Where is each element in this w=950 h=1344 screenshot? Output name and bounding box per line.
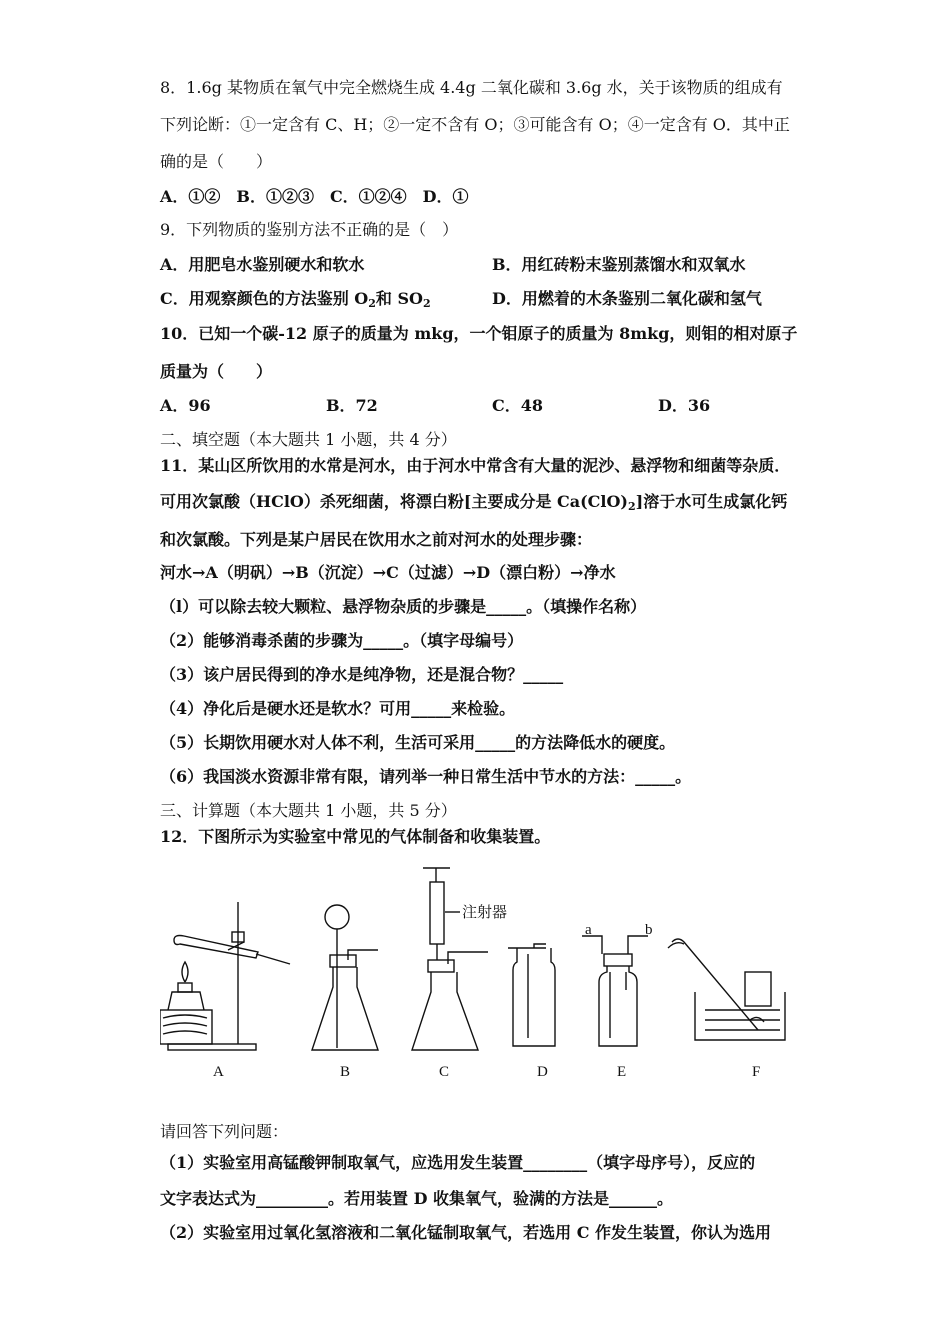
q9-option-c-mid: 和 SO [375,289,423,308]
q11-sub-1: （l）可以除去较大颗粒、悬浮物杂质的步骤是_____。（填操作名称） [160,597,647,616]
q11-sub-4: （4）净化后是硬水还是软水？可用_____来检验。 [160,699,516,718]
q9-option-c-sub1: 2 [368,297,376,310]
syringe-label: 注射器 [462,905,508,921]
q8-line-1: 8．1.6g 某物质在氧气中完全燃烧生成 4.4g 二氧化碳和 3.6g 水，关于该物质的组成有 [160,78,783,97]
q9-option-c [160,289,431,314]
label-d: D [537,1064,548,1080]
q10-line-2: 质量为（ ） [160,362,273,381]
q12-prompt: 请回答下列问题： [160,1122,289,1141]
q11-sub-3: （3）该户居民得到的净水是纯净物，还是混合物？_____ [160,665,564,684]
q8-line-2: 下列论断：①一定含有 C、H；②一定不含有 O；③可能含有 O；④一定含有 O．其中正 [160,115,790,134]
apparatus-c [412,868,488,1050]
q11-line-2 [160,492,787,517]
q11-line-2-post: ]溶于水可生成氯化钙 [635,492,788,511]
apparatus-f [668,939,785,1040]
q11-sub-2: （2）能够消毒杀菌的步骤为_____。（填字母编号） [160,631,524,650]
q11-line-2-sub: 2 [628,500,636,513]
q9-option-b: B．用红砖粉末鉴别蒸馏水和双氧水 [492,255,746,274]
q12-sub-2-line-1: （2）实验室用过氧化氢溶液和二氧化锰制取氧气，若选用 C 作发生装置，你认为选用 [160,1223,772,1242]
section-3-heading: 三、计算题（本大题共 1 小题，共 5 分） [160,801,457,820]
q9-option-a: A．用肥皂水鉴别硬水和软水 [160,255,365,274]
q10-option-b: B．72 [326,396,378,415]
q9-stem: 9．下列物质的鉴别方法不正确的是（ ） [160,220,459,239]
figure-captions [213,1064,760,1080]
port-b-label: b [645,922,653,938]
q12-stem: 12．下图所示为实验室中常见的气体制备和收集装置。 [160,827,551,846]
apparatus-figure [160,860,800,1085]
q10-option-d: D．36 [658,396,711,415]
q11-flow: 河水→A（明矾）→B（沉淀）→C（过滤）→D（漂白粉）→净水 [160,563,616,582]
apparatus-a [160,902,290,1050]
q9-option-c-text: C．用观察颜色的方法鉴别 O [160,289,369,308]
label-c: C [439,1064,450,1080]
label-b: B [340,1064,351,1080]
label-f: F [752,1064,761,1080]
apparatus-b [312,905,378,1050]
label-e: E [617,1064,627,1080]
q9-option-c-sub2: 2 [422,297,431,310]
q12-sub-1-line-1: （1）实验室用高锰酸钾制取氧气，应选用发生装置________（填字母序号），反应的 [160,1153,756,1172]
q11-line-1: 11．某山区所饮用的水常是河水，由于河水中常含有大量的泥沙、悬浮物和细菌等杂质． [160,456,791,475]
apparatus-d [508,944,555,1046]
q11-sub-5: （5）长期饮用硬水对人体不利，生活可采用_____的方法降低水的硬度。 [160,733,676,752]
q11-line-3: 和次氯酸。下列是某户居民在饮用水之前对河水的处理步骤： [160,530,593,549]
q11-sub-6: （6）我国淡水资源非常有限，请列举一种日常生活中节水的方法：_____。 [160,767,692,786]
q11-line-2-pre: 可用次氯酸（HClO）杀死细菌，将漂白粉[主要成分是 Ca(ClO) [160,492,629,511]
q12-sub-1-line-2: 文字表达式为_________。若用装置 D 收集氧气，验满的方法是______。 [160,1189,674,1208]
q8-line-3: 确的是（ ） [160,152,273,171]
q10-option-c: C．48 [492,396,544,415]
q10-option-a: A．96 [160,396,211,415]
port-a-label: a [585,922,592,938]
q10-line-1: 10．已知一个碳-12 原子的质量为 mkg，一个钼原子的质量为 8mkg，则钼的相对原子 [160,324,798,343]
section-2-heading: 二、填空题（本大题共 1 小题，共 4 分） [160,430,457,449]
label-a: A [213,1064,224,1080]
q9-option-d: D．用燃着的木条鉴别二氧化碳和氢气 [492,289,762,308]
q8-options: A．①② B．①②③ C．①②④ D．① [160,187,469,206]
apparatus-e [582,936,648,1046]
